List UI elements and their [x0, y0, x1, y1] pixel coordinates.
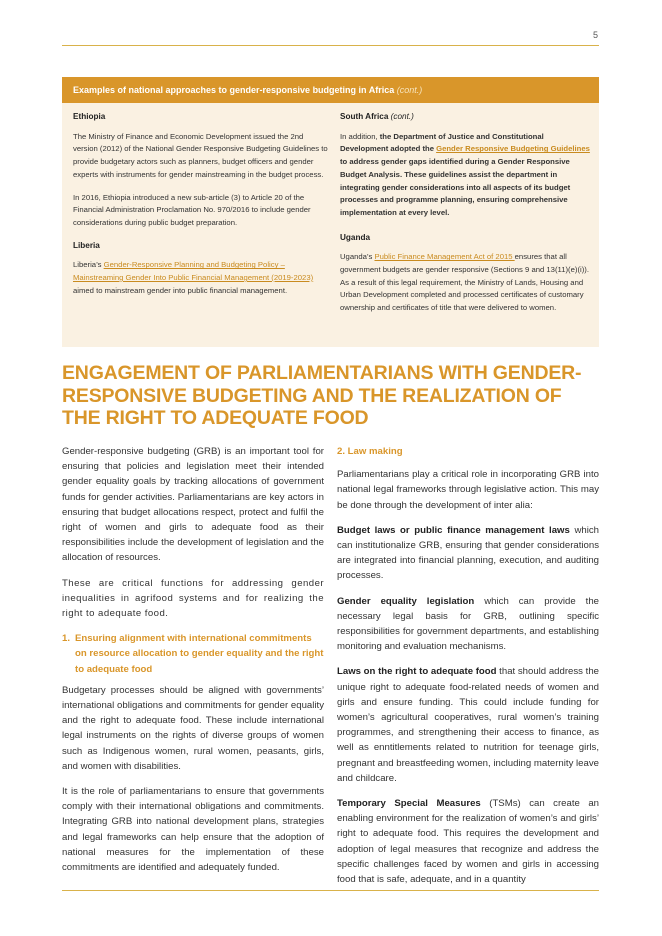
item1-number: 1.	[62, 633, 71, 645]
budget-laws-bold: Budget laws or public finance management laws	[337, 524, 570, 536]
item1-title: Ensuring alignment with international commitments on resource allocation to gender equality and the right to adequate food	[75, 633, 324, 675]
south-africa-text	[340, 131, 590, 220]
right-p3-text: which can provide the necessary legal basis for GRB, outlining specific responsibilities for government departments, and establishing monitoring and evaluation mechanisms.	[337, 595, 599, 653]
page-number: 5	[592, 30, 598, 40]
item1-heading	[62, 631, 324, 677]
south-africa-heading	[340, 111, 590, 124]
right-p4	[337, 664, 599, 786]
box-left-column	[73, 111, 328, 307]
examples-box	[62, 77, 599, 347]
right-p2	[337, 523, 599, 584]
law-making-heading: 2. Law making	[337, 446, 403, 457]
right-p3	[337, 594, 599, 655]
box-right-column	[340, 111, 590, 325]
liberia-text	[73, 259, 328, 297]
left-p1: Gender-responsive budgeting (GRB) is an important tool for ensuring that policies and legislation meet their intended gender equality goals by tracking allocations of government funds for gender activities. Parliamentarians are key actors in ensuring that budget allocations respect, protect and fulfil the right of women and girls to adequate food as their responsibilities include the development of legislation and the allocation of resources.	[62, 446, 324, 564]
uganda-post: ensures that all government budgets are gender responsive (Sections 9 and 13(11)(e)(i)). As a result of this legal requirement, the Ministry of Lands, Housing and Urban Development completed and processed certificates of customary ownership and certificates of title that were delivered to women.	[340, 252, 589, 313]
ethiopia-p2: In 2016, Ethiopia introduced a new sub-article (3) to Article 20 of the Financial Administration Proclamation No. 970/2016 to include gender considerations during public budget preparation.	[73, 192, 311, 227]
liberia-heading: Liberia	[73, 240, 100, 250]
left-column	[62, 444, 324, 885]
uganda-pre: Uganda’s	[340, 252, 375, 262]
ethiopia-heading: Ethiopia	[73, 112, 106, 121]
uganda-text	[340, 251, 590, 315]
left-p4: It is the role of parliamentarians to ensure that governments comply with their international obligations and commitments. Integrating GRB into national development plans, strategies and legal frameworks can help ensure that the adoption of national measures for the implementation of these commitments are identified and adequately funded.	[62, 786, 324, 874]
right-column	[337, 444, 599, 897]
right-to-food-bold: Laws on the right to adequate food	[337, 666, 497, 678]
footer-rule	[62, 890, 599, 891]
south-africa-bold1: the Department of Justice and Constitutional Development adopted the	[340, 131, 544, 154]
right-p5-text: (TSMs) can create an enabling environment for the realization of women’s and girls’ right to adequate food. This requires the development and adoption of legal measures that recognize and address the specific challenges faced by women and girls in accessing food that is safe, adequate, and in a quantity	[337, 798, 599, 886]
south-africa-heading-cont: (cont.)	[390, 112, 414, 121]
right-p1: Parliamentarians play a critical role in incorporating GRB into national legal frameworks through legislative action. This may be done through the development of inter alia:	[337, 469, 599, 511]
left-p2: These are critical functions for addressing gender inequalities in agrifood systems and for realizing the right to adequate food.	[62, 577, 324, 620]
gender-equality-bold: Gender equality legislation	[337, 595, 475, 607]
header-rule	[62, 45, 599, 46]
liberia-pre: Liberia’s	[73, 260, 104, 270]
uganda-heading: Uganda	[340, 232, 371, 242]
box-title-cont: (cont.)	[396, 85, 423, 95]
south-africa-heading-text: South Africa	[340, 112, 389, 121]
south-africa-pre: In addition,	[340, 131, 380, 141]
south-africa-bold2: to address gender gaps identified during a Gender Responsive Budget Analysis. These guidelines assist the department in integrating gender considerations into all aspects of its budget processes and programme planning, ensuring comprehensive implementation at every level.	[340, 157, 571, 217]
pfm-act-link[interactable]: Public Finance Management Act of 2015	[374, 252, 515, 262]
left-p3: Budgetary processes should be aligned with governments’ international obligations and commitments for gender equality and the right to adequate food. These include international legal instruments on the rights of diverse groups of women such as Indigenous women, rural women, peasants, girls, and women with disabilities.	[62, 684, 324, 772]
right-p2-text: which can institutionalize GRB, ensuring that gender considerations are integrated into financial planning, execution, and auditing processes.	[337, 524, 599, 582]
box-title-text: Examples of national approaches to gender-responsive budgeting in Africa	[73, 85, 395, 95]
right-p4-text: that should address the unique right to adequate food-related needs of women and girls and ensure funding. This could include funding for women’s agricultural cooperatives, rural women’s training programmes, and strengthening their access to finance, as well as enntitlements related to nutrition for teenage girls, pregnant and breastfeeding women, including maternity leave and childcare.	[337, 666, 599, 784]
section-title: ENGAGEMENT OF PARLIAMENTARIANS WITH GENDER-RESPONSIVE BUDGETING AND THE REALIZATION OF THE RIGHT TO ADEQUATE FOOD	[62, 362, 582, 429]
right-p5	[337, 796, 599, 887]
tsm-bold: Temporary Special Measures	[337, 798, 481, 810]
ethiopia-p1: The Ministry of Finance and Economic Development issued the 2nd version (2012) of the National Gender Responsive Budgeting Guidelines to provide budgetary actors such as planners, budget officers and gender experts with instruments for gender mainstreaming in the budget process.	[73, 131, 328, 179]
liberia-post: aimed to mainstream gender into public financial management.	[73, 285, 288, 295]
box-title	[62, 77, 599, 103]
grb-guidelines-link[interactable]: Gender Responsive Budgeting Guidelines	[436, 144, 590, 154]
liberia-policy-link[interactable]: Gender-Responsive Planning and Budgeting Policy – Mainstreaming Gender Into Public Financial Management (2019-2023)	[73, 260, 314, 283]
